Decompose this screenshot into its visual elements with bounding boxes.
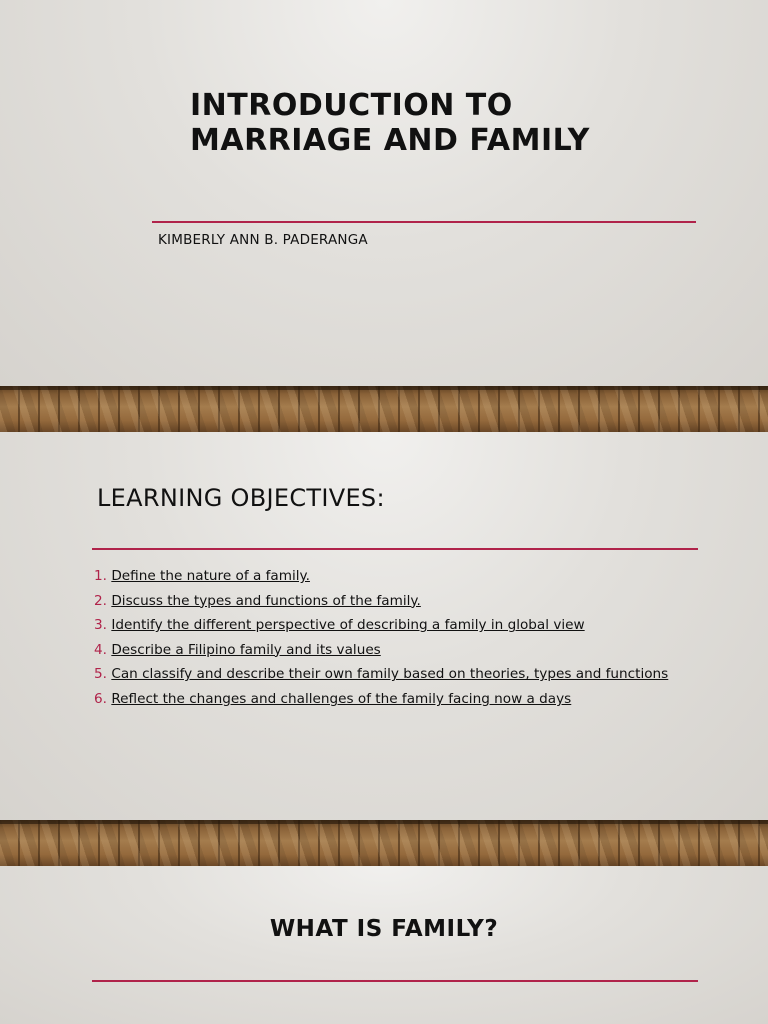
list-number: 4. bbox=[94, 641, 107, 658]
objectives-list bbox=[60, 567, 668, 715]
list-item bbox=[60, 641, 668, 666]
list-item bbox=[60, 592, 668, 617]
objective-link-5[interactable]: Can classify and describe their own family based on theories, types and functions bbox=[111, 666, 669, 683]
list-item bbox=[60, 567, 668, 592]
objective-link-3[interactable]: Identify the different perspective of describing a family in global view bbox=[111, 617, 585, 634]
slide-what-is-family bbox=[0, 866, 768, 1024]
list-number: 5. bbox=[94, 666, 107, 683]
list-item bbox=[60, 665, 668, 690]
objective-link-2[interactable]: Discuss the types and functions of the family. bbox=[111, 592, 421, 609]
slide-title bbox=[0, 0, 768, 386]
title-divider bbox=[152, 221, 696, 223]
objective-link-1[interactable]: Define the nature of a family. bbox=[111, 568, 310, 584]
list-number: 3. bbox=[94, 617, 107, 634]
objectives-divider bbox=[92, 548, 698, 550]
wood-floor-divider bbox=[0, 820, 768, 866]
heading-divider bbox=[92, 980, 698, 982]
author-name: KIMBERLY ANN B. PADERANGA bbox=[158, 232, 368, 248]
slide-heading: WHAT IS FAMILY? bbox=[269, 916, 499, 942]
list-item bbox=[60, 616, 668, 641]
wood-floor-divider bbox=[0, 386, 768, 432]
slide-learning-objectives bbox=[0, 432, 768, 820]
objective-link-4[interactable]: Describe a Filipino family and its values bbox=[111, 641, 381, 658]
list-number: 2. bbox=[94, 592, 107, 609]
list-number: 1. bbox=[94, 568, 107, 584]
list-item bbox=[60, 690, 668, 715]
presentation-title: INTRODUCTION TO MARRIAGE AND FAMILY bbox=[190, 88, 590, 158]
objective-link-6[interactable]: Reflect the changes and challenges of the family facing now a days bbox=[111, 690, 572, 707]
objectives-heading: LEARNING OBJECTIVES: bbox=[97, 484, 385, 512]
list-number: 6. bbox=[94, 690, 107, 707]
